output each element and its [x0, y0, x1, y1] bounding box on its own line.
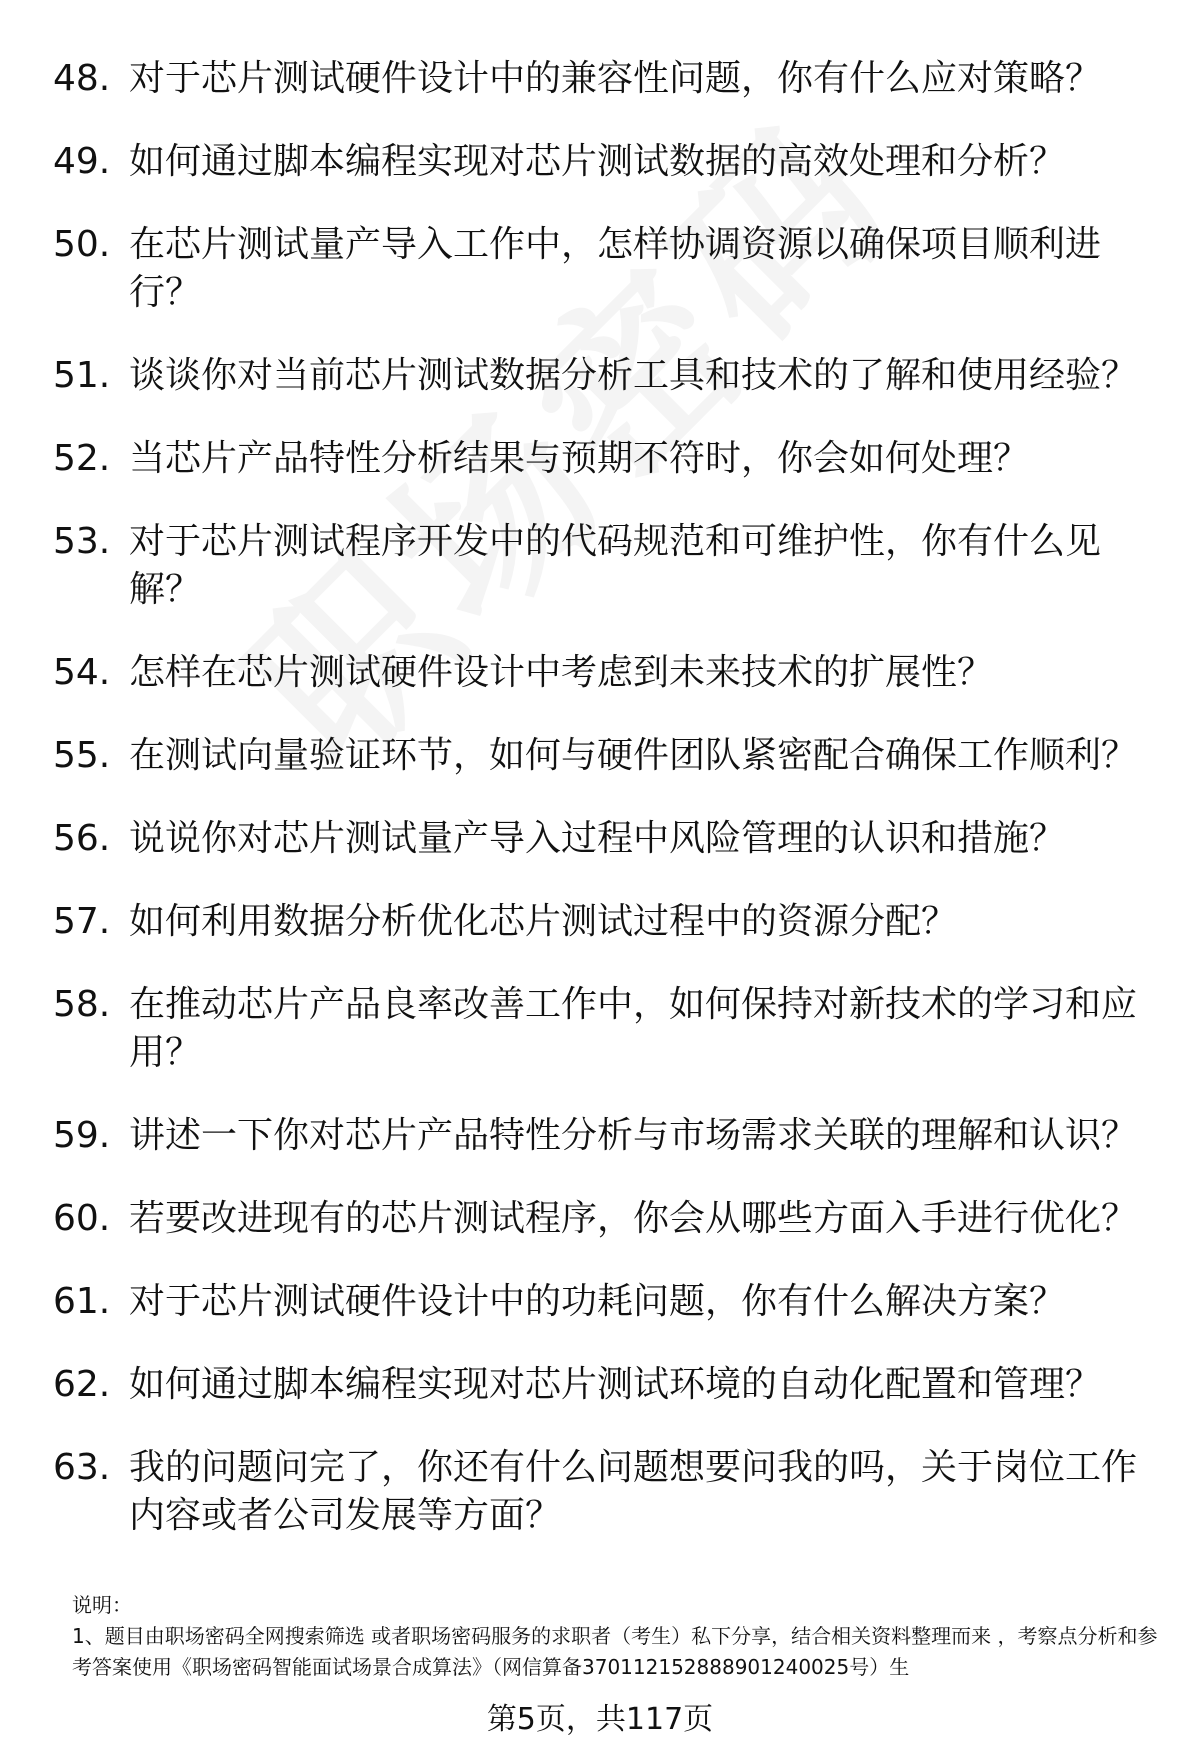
list-item [0, 732, 1200, 780]
question-number: 63. [53, 1447, 111, 1488]
question-number: 61. [53, 1281, 111, 1322]
list-item [0, 1278, 1200, 1326]
list-item [0, 138, 1200, 186]
list-item [0, 898, 1200, 946]
question-text: 在芯片测试量产导入工作中，怎样协调资源以确保项目顺利进行？ [129, 224, 1102, 313]
list-item [0, 1444, 1200, 1540]
question-text: 我的问题问完了，你还有什么问题想要问我的吗，关于岗位工作内容或者公司发展等方面？ [129, 1447, 1138, 1536]
question-number: 53. [53, 521, 111, 562]
question-number: 57. [53, 901, 111, 942]
question-number: 60. [53, 1198, 111, 1239]
footnote-text: 1、题目由职场密码全网搜索筛选 或者职场密码服务的求职者（考生）私下分享，结合相关资料整理而来 ，考察点分析和参考答案使用《职场密码智能面试场景合成算法》（网信算备370112152888901240025号）生 [72, 1624, 1158, 1679]
question-list [0, 55, 1200, 1575]
list-item [0, 815, 1200, 863]
list-item [0, 649, 1200, 697]
page-number: 第5页，共117页 [486, 1702, 714, 1737]
question-number: 51. [53, 355, 111, 396]
question-number: 56. [53, 818, 111, 859]
list-item [0, 1195, 1200, 1243]
question-number: 55. [53, 735, 111, 776]
list-item [0, 55, 1200, 103]
question-number: 48. [53, 58, 111, 99]
question-text: 说说你对芯片测试量产导入过程中风险管理的认识和措施？ [129, 818, 1066, 859]
question-text: 怎样在芯片测试硬件设计中考虑到未来技术的扩展性？ [129, 652, 994, 693]
question-text: 谈谈你对当前芯片测试数据分析工具和技术的了解和使用经验？ [129, 355, 1138, 396]
question-number: 50. [53, 224, 111, 265]
question-number: 62. [53, 1364, 111, 1405]
list-item [0, 1112, 1200, 1160]
list-item [0, 435, 1200, 483]
list-item [0, 352, 1200, 400]
question-text: 讲述一下你对芯片产品特性分析与市场需求关联的理解和认识？ [129, 1115, 1138, 1156]
footnote [72, 1590, 1162, 1683]
question-text: 如何通过脚本编程实现对芯片测试环境的自动化配置和管理？ [129, 1364, 1102, 1405]
question-text: 对于芯片测试程序开发中的代码规范和可维护性，你有什么见解？ [129, 521, 1102, 610]
question-text: 若要改进现有的芯片测试程序，你会从哪些方面入手进行优化？ [129, 1198, 1138, 1239]
list-item [0, 1361, 1200, 1409]
question-text: 对于芯片测试硬件设计中的功耗问题，你有什么解决方案？ [129, 1281, 1066, 1322]
question-text: 在测试向量验证环节，如何与硬件团队紧密配合确保工作顺利？ [129, 735, 1138, 776]
question-text: 如何通过脚本编程实现对芯片测试数据的高效处理和分析？ [129, 141, 1066, 182]
question-number: 54. [53, 652, 111, 693]
list-item [0, 981, 1200, 1077]
question-text: 当芯片产品特性分析结果与预期不符时，你会如何处理？ [129, 438, 1030, 479]
question-number: 58. [53, 984, 111, 1025]
footnote-title: 说明： [72, 1593, 132, 1617]
question-text: 如何利用数据分析优化芯片测试过程中的资源分配？ [129, 901, 958, 942]
question-number: 49. [53, 141, 111, 182]
question-number: 52. [53, 438, 111, 479]
list-item [0, 221, 1200, 317]
question-text: 对于芯片测试硬件设计中的兼容性问题，你有什么应对策略？ [129, 58, 1102, 99]
question-text: 在推动芯片产品良率改善工作中，如何保持对新技术的学习和应用？ [129, 984, 1138, 1073]
question-number: 59. [53, 1115, 111, 1156]
list-item [0, 518, 1200, 614]
